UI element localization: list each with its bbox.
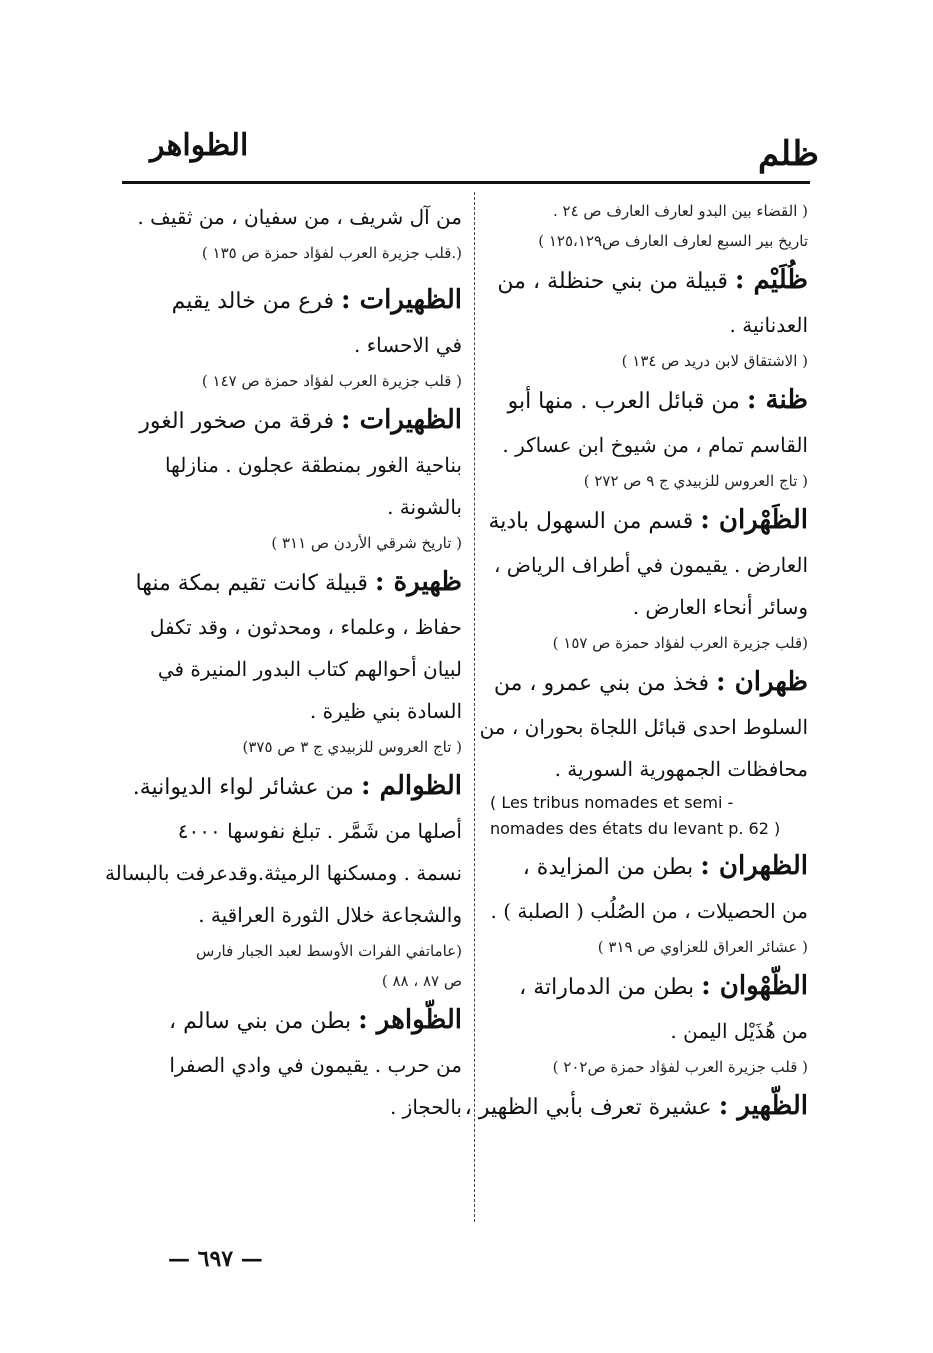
entry-line bbox=[490, 842, 808, 890]
source-citation: تاريخ بير السبع لعارف العارف ص١٢٥،١٢٩ ) bbox=[538, 232, 808, 250]
left-column bbox=[104, 196, 462, 1128]
entry-headword: الظوالم : bbox=[360, 771, 462, 801]
entry-line bbox=[490, 962, 808, 1010]
entry-line: وسائر أنحاء العارض . bbox=[632, 595, 808, 619]
latin-citation: nomades des états du levant p. 62 ) bbox=[490, 819, 781, 838]
entry-line: القاسم تمام ، من شيوخ ابن عساكر . bbox=[502, 433, 808, 457]
entry-text: قسم من السهول بادية bbox=[488, 509, 694, 534]
entry-headword: ظُلَيْم : bbox=[734, 265, 808, 295]
entry-text: فخذ من بني عمرو ، من bbox=[493, 671, 709, 696]
right-column bbox=[464, 196, 808, 1130]
entry-text: قبيلة كانت تقيم بمكة منها bbox=[135, 571, 368, 596]
entry-line: بالحجاز . bbox=[389, 1095, 462, 1119]
source-citation: ( قلب جزيرة العرب لفؤاد حمزة ص ١٤٧ ) bbox=[201, 372, 462, 390]
entry-headword: الظهيرات : bbox=[341, 405, 462, 435]
entry-line: من هُذَيْل اليمن . bbox=[670, 1019, 808, 1043]
source-citation: ( تاريخ شرقي الأردن ص ٣١١ ) bbox=[271, 534, 462, 552]
column-divider bbox=[474, 192, 475, 1222]
source-citation: ( القضاء بين البدو لعارف العارف ص ٢٤ . bbox=[552, 202, 808, 220]
entry-text: من عشائر لواء الديوانية. bbox=[132, 775, 354, 800]
entry-line: من حرب . يقيمون في وادي الصفرا bbox=[169, 1053, 462, 1077]
entry-line: والشجاعة خلال الثورة العراقية . bbox=[198, 903, 462, 927]
entry-headword: ظهران : bbox=[716, 667, 808, 697]
source-citation: (قلب جزيرة العرب لفؤاد حمزة ص ١٥٧ ) bbox=[552, 634, 808, 652]
entry-line bbox=[490, 376, 808, 424]
entry-headword: الظهيرات : bbox=[341, 285, 462, 315]
source-citation: ص ٨٧ ، ٨٨ ) bbox=[381, 972, 462, 990]
source-citation: ( تاج العروس للزبيدي ج ٣ ص ٣٧٥) bbox=[242, 738, 462, 756]
entry-headword: الظهران : bbox=[700, 851, 808, 881]
entry-headword: الظّهْوان : bbox=[701, 971, 808, 1001]
entry-line bbox=[120, 996, 462, 1044]
source-citation: ( الاشتقاق لابن دريد ص ١٣٤ ) bbox=[621, 352, 808, 370]
entry-text: بطن من الدماراتة ، bbox=[519, 975, 695, 1000]
entry-text: فرقة من صخور الغور bbox=[139, 409, 334, 434]
entry-line bbox=[120, 762, 462, 810]
source-citation: ( قلب جزيرة العرب لفؤاد حمزة ص٢٠٢ ) bbox=[552, 1058, 808, 1076]
entry-line: العارض . يقيمون في أطراف الرياض ، bbox=[493, 553, 808, 577]
entry-line: العدنانية . bbox=[729, 313, 808, 337]
entry-text: من قبائل العرب . منها أبو bbox=[507, 389, 740, 414]
source-citation: (.قلب جزيرة العرب لفؤاد حمزة ص ١٣٥ ) bbox=[201, 244, 462, 262]
entry-line bbox=[120, 396, 462, 444]
entry-line: من آل شريف ، من سفيان ، من ثقيف . bbox=[137, 205, 462, 229]
entry-line: السادة بني ظيرة . bbox=[309, 699, 462, 723]
entry-headword: الظّواهر : bbox=[358, 1005, 462, 1035]
latin-citation: ( Les tribus nomades et semi - bbox=[490, 793, 734, 812]
entry-headword: ظنة : bbox=[746, 385, 808, 415]
entry-line bbox=[490, 256, 808, 304]
entry-text: قبيلة من بني حنظلة ، من bbox=[497, 269, 728, 294]
entry-line: بالشونة . bbox=[387, 495, 462, 519]
entry-line: السلوط احدى قبائل اللجاة بحوران ، من bbox=[479, 715, 808, 739]
source-citation: (عاماتفي الفرات الأوسط لعبد الجبار فارس bbox=[195, 942, 462, 960]
entry-line: حفاظ ، وعلماء ، ومحدثون ، وقد تكفل bbox=[149, 615, 462, 639]
entry-text: فرع من خالد يقيم bbox=[171, 289, 334, 314]
entry-line: بناحية الغور بمنطقة عجلون . منازلها bbox=[164, 453, 462, 477]
entry-headword: ظهيرة : bbox=[374, 567, 462, 597]
entry-headword: الظَهْران : bbox=[700, 505, 808, 535]
entry-line bbox=[464, 1082, 808, 1130]
entry-line bbox=[120, 558, 462, 606]
entry-line: في الاحساء . bbox=[354, 333, 462, 357]
entry-text: بطن من المزايدة ، bbox=[522, 855, 694, 880]
entry-line bbox=[490, 496, 808, 544]
source-citation: ( تاج العروس للزبيدي ج ٩ ص ٢٧٢ ) bbox=[583, 472, 808, 490]
entry-text: بطن من بني سالم ، bbox=[169, 1009, 352, 1034]
entry-line: من الحصيلات ، من الصُلُب ( الصلبة ) . bbox=[490, 899, 808, 923]
header-right-title: ظلم bbox=[758, 134, 819, 174]
entry-line bbox=[120, 276, 462, 324]
header-left-title: الظواهر bbox=[150, 128, 249, 163]
entry-headword: الظّهير : bbox=[718, 1091, 808, 1121]
page-number: — ٦٩٧ — bbox=[168, 1246, 263, 1272]
entry-line bbox=[490, 658, 808, 706]
entry-text: عشيرة تعرف بأبي الظهير ، bbox=[464, 1095, 712, 1120]
header-rule bbox=[122, 181, 810, 184]
entry-line: أصلها من شَمَّر . تبلغ نفوسها ٤٠٠٠ bbox=[177, 819, 462, 843]
entry-line: محافظات الجمهورية السورية . bbox=[554, 757, 808, 781]
entry-line: لبيان أحوالهم كتاب البدور المنيرة في bbox=[157, 657, 462, 681]
entry-line: نسمة . ومسكنها الرميثة.وقدعرفت بالبسالة bbox=[104, 861, 462, 885]
source-citation: ( عشائر العراق للعزاوي ص ٣١٩ ) bbox=[597, 938, 808, 956]
